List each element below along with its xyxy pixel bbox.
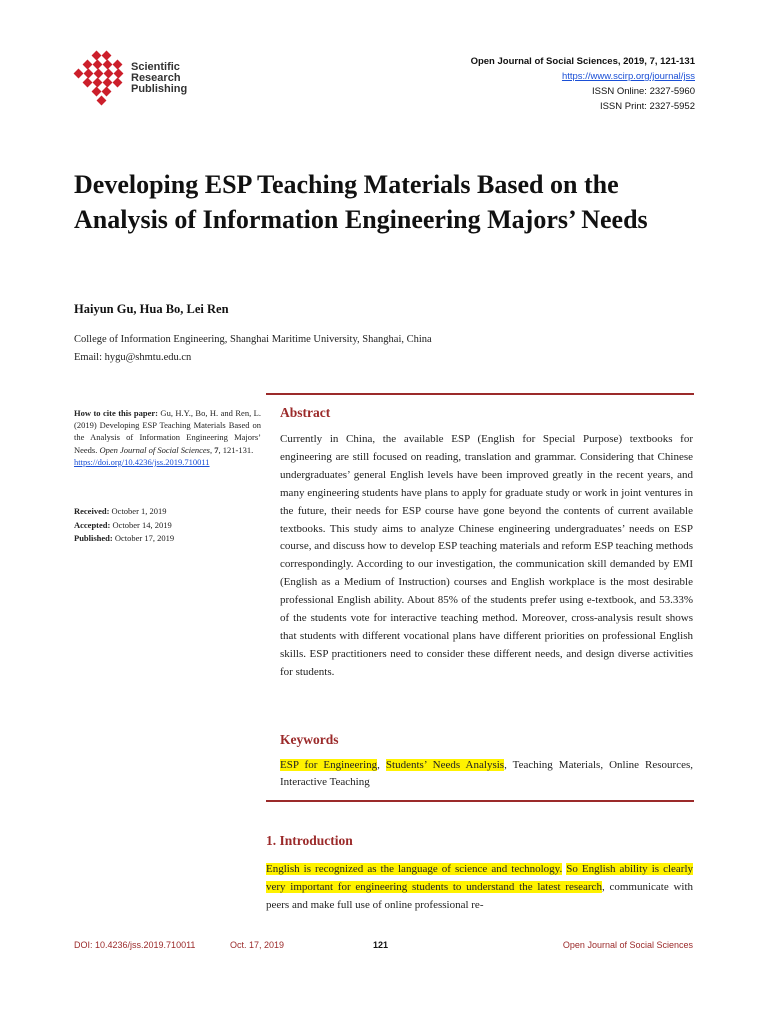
journal-info [471,54,695,114]
intro-highlight-1: English is recognized as the language of science and technology. [266,863,563,875]
publisher-name-line1: Scientific [131,61,180,73]
issn-online: ISSN Online: 2327-5960 [592,86,695,97]
keyword-separator: , [377,759,386,771]
journal-url-link[interactable]: https://www.scirp.org/journal/jss [561,71,695,82]
published-value: October 17, 2019 [112,533,175,543]
accepted-date [74,519,261,533]
citation-pages: , 121-131. [218,444,254,455]
intro-highlight-2: So English ability is clearly very important for engineering students to understand the latest research [266,863,694,893]
paper-title: Developing ESP Teaching Materials Based on the Analysis of Information Engineering Majors’ Needs [74,170,648,234]
affiliation: College of Information Engineering, Shanghai Maritime University, Shanghai, China [74,334,432,345]
introduction-heading: 1. Introduction [266,833,353,848]
publisher-name-line2: Research [131,72,181,84]
issn-print: ISSN Print: 2327-5952 [599,101,695,112]
abstract-top-rule [266,393,694,395]
publisher-name [131,62,187,95]
received-date [74,505,261,519]
citation-volume: 7 [214,444,219,455]
keywords-text [280,757,693,791]
introduction-text [266,861,693,914]
footer-doi: DOI: 10.4236/jss.2019.710011 [74,940,196,950]
keywords-rest: , Teaching Materials, Online Resources, Interactive Teaching [280,759,693,788]
citation-vol-sep: , [209,444,215,455]
abstract-heading: Abstract [280,405,331,420]
footer-date: Oct. 17, 2019 [230,940,285,950]
citation-block [74,407,261,468]
keyword-needs-analysis: Students’ Needs Analysis [385,759,505,771]
keywords-bottom-rule [266,800,694,802]
abstract-text: Currently in China, the available ESP (English for Special Purpose) textbooks for engineering are still focused on reading, translation and grammar. Considering that Chinese undergraduates’ general English levels have been improved greatly in the recent years, and many engineering students have plans to apply for graduate study or work in joint ventures in the future, their needs for ESP course have gone beyond the contents of current available textbooks. This study aims to analyze Chinese engineering undergraduates’ needs on ESP course, and discuss how to develop ESP teaching materials and reform ESP teaching methods correspondingly. According to our investigation, the communication skill demanded by EMI (English as a Medium of Instruction) courses and English workplace is the most desirable professional English ability. About 85% of the students prefer using e-textbook, and 53.33% of the students vote for interactive teaching method. Moreover, cross-analysis result shows that students with different vocational plans have different priorities on professional English skills. ESP practitioners need to consider these different needs, and design diverse activities for students. [280,433,693,678]
received-value: October 1, 2019 [109,506,167,516]
publisher-name-line3: Publishing [131,83,188,95]
authors: Haiyun Gu, Hua Bo, Lei Ren [74,302,229,316]
author-email[interactable]: Email: hygu@shmtu.edu.cn [74,352,192,363]
keyword-esp-engineering: ESP for Engineering [280,759,378,771]
published-date [74,532,261,546]
citation-text: Gu, H.Y., Bo, H. and Ren, L. (2019) Developing ESP Teaching Materials Based on the Analysis of Information Engineering Majors’ Needs. [74,408,261,455]
citation-label: How to cite this paper: [74,408,158,418]
intro-rest: , communicate with peers and make full use of online professional re- [266,880,694,911]
footer-journal: Open Journal of Social Sciences [562,940,693,950]
keywords-heading: Keywords [280,732,339,747]
accepted-value: October 14, 2019 [110,519,172,530]
published-label: Published: [74,533,113,543]
accepted-label: Accepted: [74,519,111,530]
received-label: Received: [74,506,110,516]
publication-dates [74,505,261,546]
citation-journal: Open Journal of Social Sciences [99,444,210,455]
footer-page-number: 121 [373,940,389,950]
doi-link[interactable]: https://doi.org/10.4236/jss.2019.710011 [74,456,210,467]
journal-citation-line: Open Journal of Social Sciences, 2019, 7, 121-131 [470,56,695,67]
